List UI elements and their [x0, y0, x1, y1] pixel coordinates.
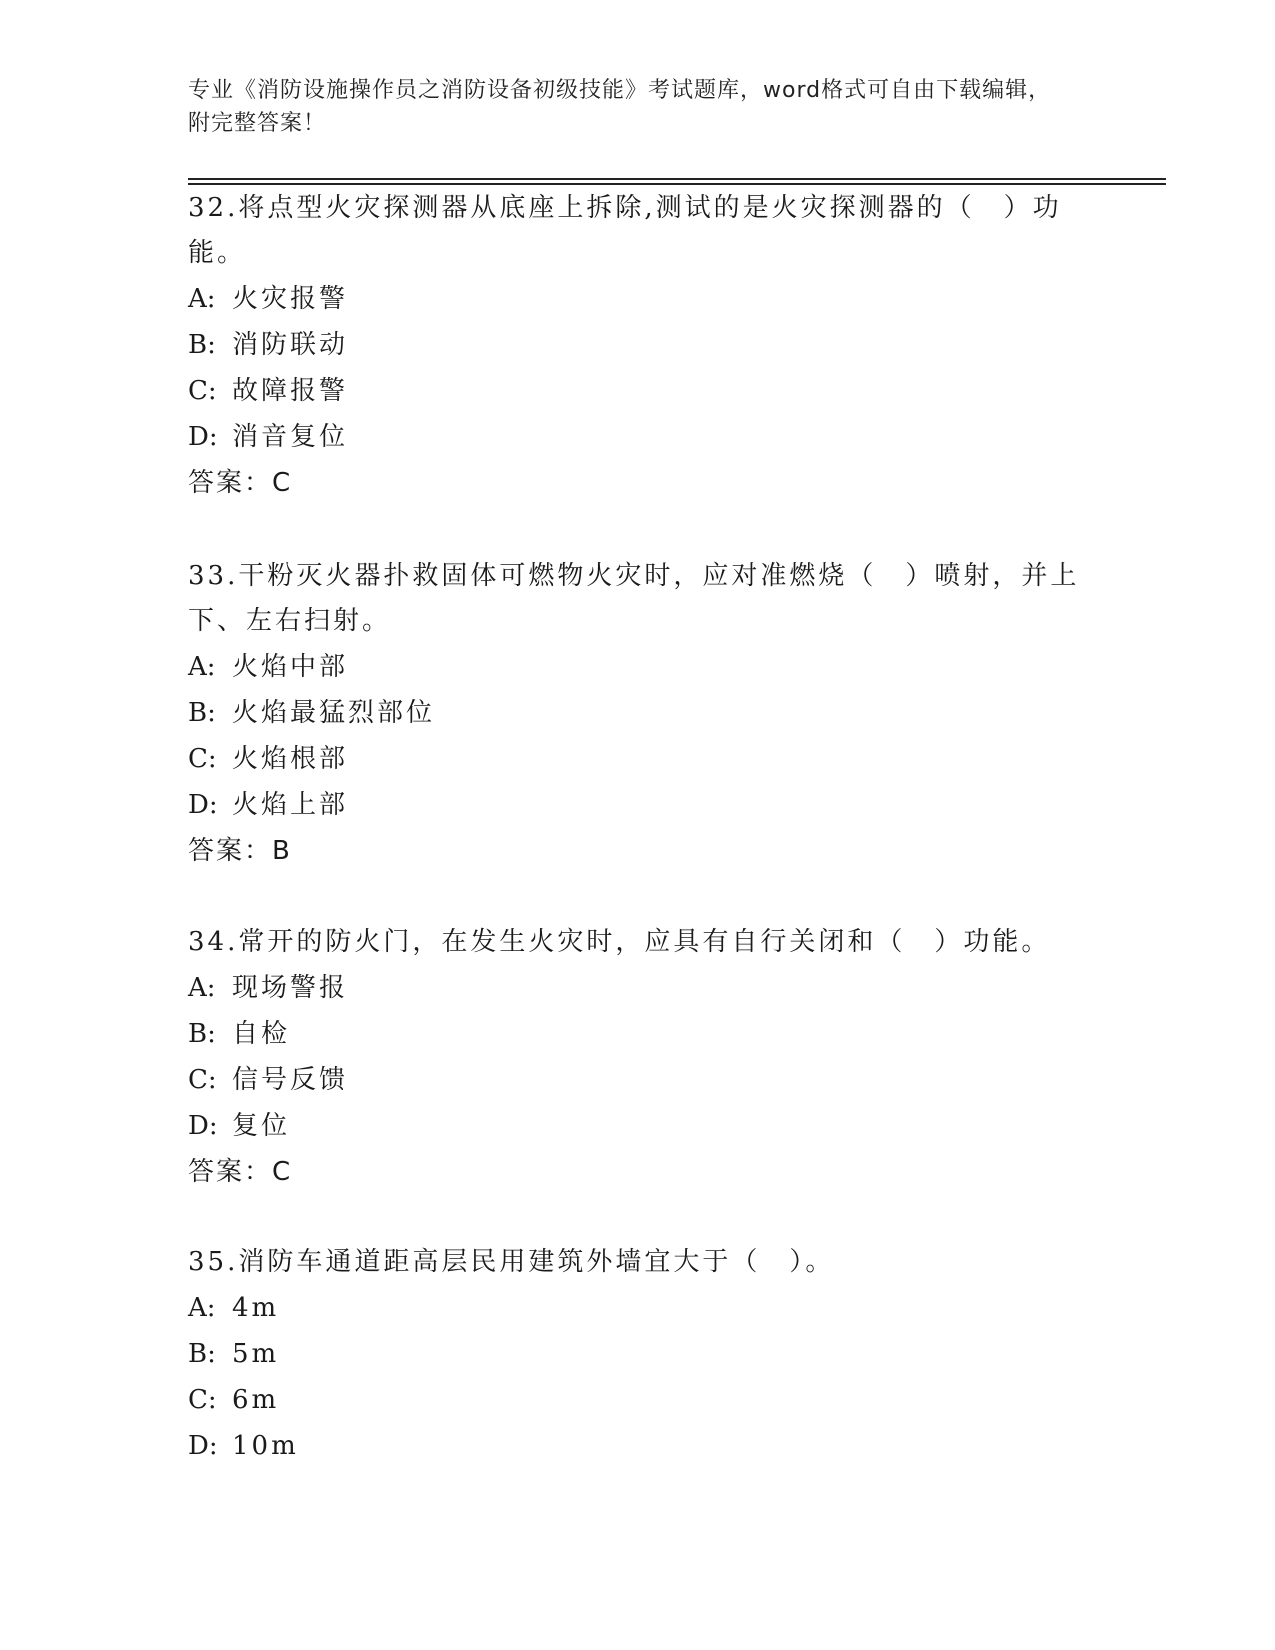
answer-text: 答案：B [188, 836, 292, 866]
option-c [188, 1377, 1088, 1423]
option-key: A: [188, 1293, 216, 1323]
option-a [188, 644, 1088, 690]
option-a [188, 965, 1088, 1011]
option-text: 火焰根部 [232, 744, 349, 774]
option-key: B: [188, 330, 216, 360]
option-text: 5m [232, 1339, 280, 1369]
option-d [188, 1103, 1088, 1149]
option-text: 故障报警 [232, 376, 349, 406]
document-header: 专业《消防设施操作员之消防设备初级技能》考试题库，word格式可自由下载编辑，附完整答案！ [188, 78, 1052, 136]
option-c [188, 1057, 1088, 1103]
option-b [188, 1011, 1088, 1057]
question-text: 32.将点型火灾探测器从底座上拆除,测试的是火灾探测器的（ ）功能。 [188, 193, 1062, 268]
option-b [188, 322, 1088, 368]
option-text: 消防联动 [232, 330, 349, 360]
option-key: D: [188, 790, 218, 820]
question-32 [188, 186, 1088, 506]
option-c [188, 736, 1088, 782]
option-d [188, 1423, 1088, 1469]
option-text: 复位 [232, 1111, 291, 1141]
question-34 [188, 920, 1088, 1195]
answer-text: 答案：C [188, 468, 293, 498]
option-text: 消音复位 [232, 422, 349, 452]
option-b [188, 690, 1088, 736]
question-text: 33.干粉灭火器扑救固体可燃物火灾时，应对准燃烧（ ）喷射，并上下、左右扫射。 [188, 561, 1080, 636]
answer-text: 答案：C [188, 1157, 293, 1187]
question-33 [188, 554, 1088, 874]
option-text: 火焰上部 [232, 790, 349, 820]
option-key: C: [188, 1065, 217, 1095]
option-key: A: [188, 973, 216, 1003]
option-d [188, 782, 1088, 828]
option-key: A: [188, 652, 216, 682]
option-key: A: [188, 284, 216, 314]
option-text: 信号反馈 [232, 1065, 349, 1095]
option-text: 火焰中部 [232, 652, 349, 682]
question-text: 34.常开的防火门，在发生火灾时，应具有自行关闭和（ ）功能。 [188, 927, 1051, 957]
option-b [188, 1331, 1088, 1377]
option-a [188, 1285, 1088, 1331]
question-text: 35.消防车通道距高层民用建筑外墙宜大于（ ）。 [188, 1247, 835, 1277]
option-text: 自检 [232, 1019, 291, 1049]
option-key: D: [188, 1431, 218, 1461]
question-35 [188, 1240, 1088, 1469]
header-divider-bottom [188, 183, 1166, 185]
option-key: C: [188, 376, 217, 406]
option-text: 火焰最猛烈部位 [232, 698, 436, 728]
option-text: 10m [232, 1431, 299, 1461]
option-key: B: [188, 1019, 216, 1049]
option-text: 4m [232, 1293, 280, 1323]
option-key: B: [188, 698, 216, 728]
option-key: D: [188, 422, 218, 452]
option-key: C: [188, 1385, 217, 1415]
option-text: 6m [232, 1385, 280, 1415]
option-d [188, 414, 1088, 460]
option-key: D: [188, 1111, 218, 1141]
option-text: 现场警报 [232, 973, 349, 1003]
option-text: 火灾报警 [232, 284, 349, 314]
option-a [188, 276, 1088, 322]
option-key: C: [188, 744, 217, 774]
header-divider-top [188, 178, 1166, 180]
option-c [188, 368, 1088, 414]
option-key: B: [188, 1339, 216, 1369]
